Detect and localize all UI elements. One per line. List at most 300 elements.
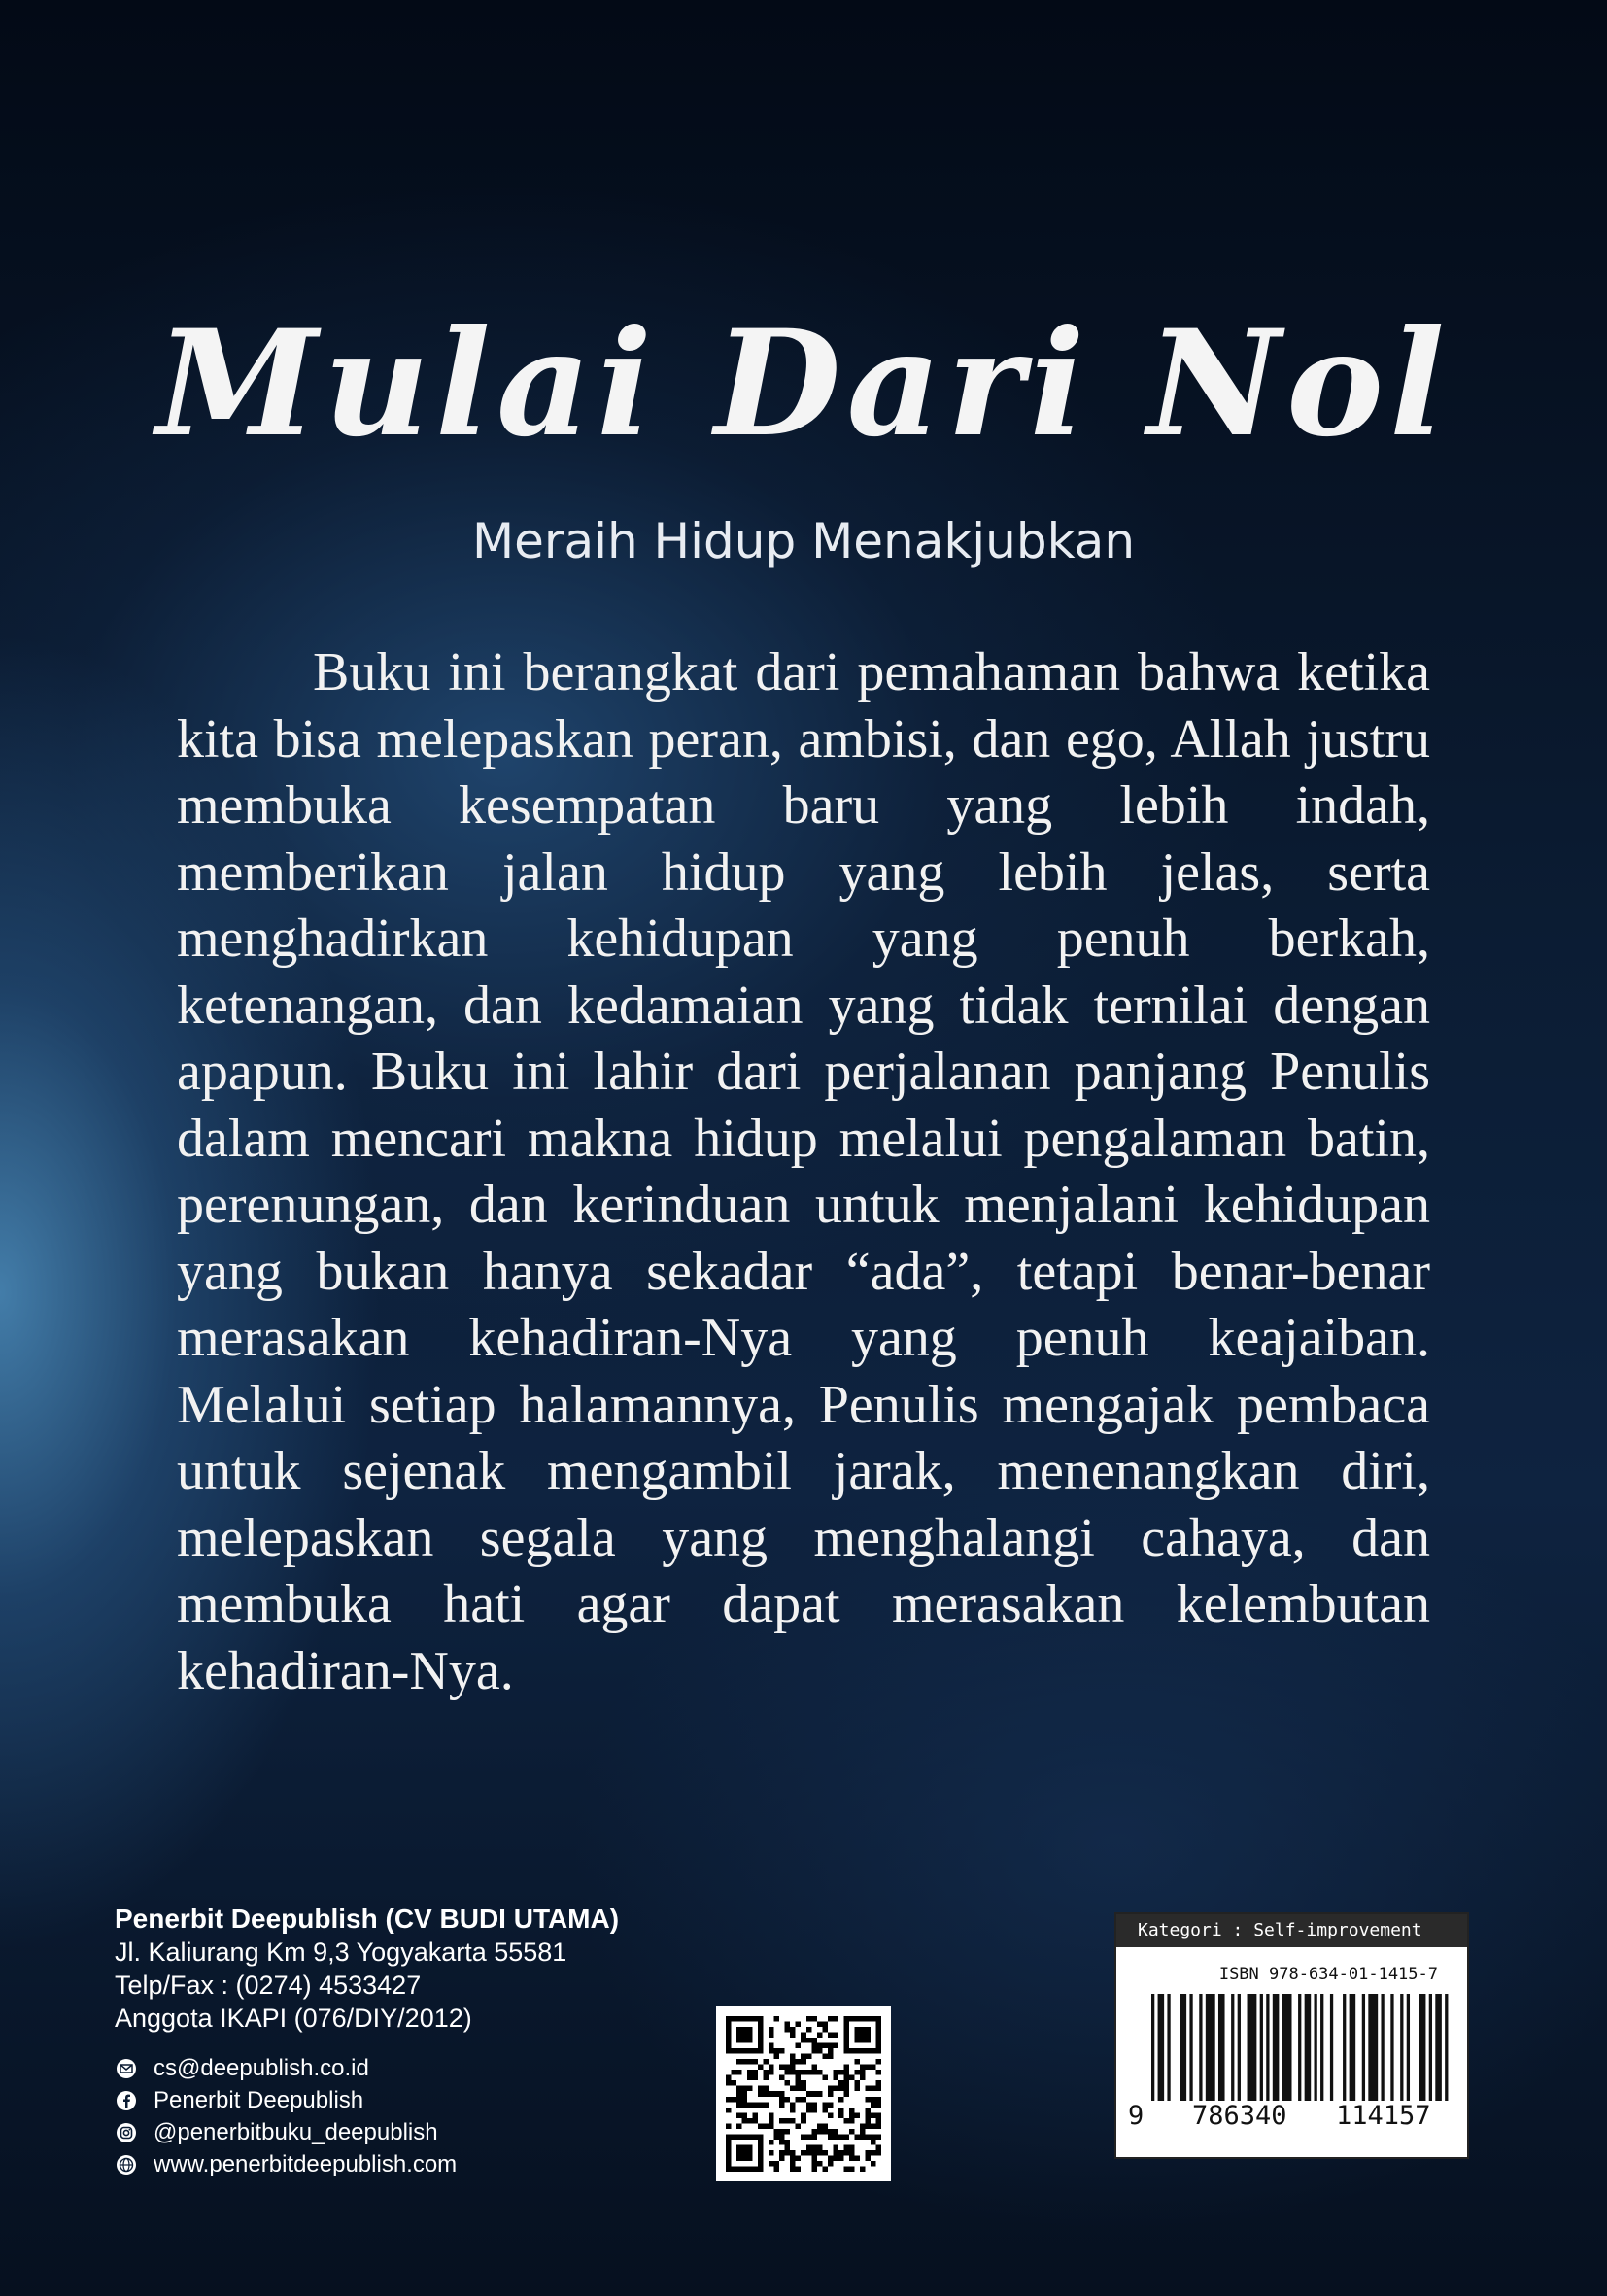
qr-module <box>736 2086 742 2092</box>
qr-module <box>779 2118 785 2124</box>
category-label: Kategori : Self-improvement <box>1116 1914 1467 1947</box>
qr-module <box>806 2134 812 2140</box>
barcode-bar <box>1167 1994 1170 2101</box>
qr-module <box>785 2097 791 2103</box>
qr-module <box>875 2134 881 2140</box>
barcode <box>1151 1994 1454 2101</box>
qr-module <box>871 2097 876 2103</box>
qr-module <box>736 2102 742 2108</box>
qr-module <box>811 2038 817 2043</box>
qr-module <box>849 2166 855 2172</box>
qr-module <box>833 2134 838 2140</box>
qr-module <box>811 2129 817 2135</box>
qr-module <box>843 2065 849 2071</box>
qr-module <box>806 2027 812 2033</box>
qr-module <box>806 2054 812 2060</box>
qr-module <box>747 2059 753 2065</box>
qr-module <box>726 2134 764 2140</box>
qr-module <box>854 2059 860 2065</box>
qr-module <box>785 2022 791 2028</box>
qr-module <box>736 2097 742 2103</box>
qr-module <box>769 2065 774 2071</box>
barcode-bar <box>1238 1994 1241 2101</box>
qr-module <box>843 2070 849 2075</box>
qr-module <box>790 2054 796 2060</box>
qr-module <box>865 2086 871 2092</box>
qr-module <box>806 2091 812 2097</box>
qr-module <box>860 2070 866 2075</box>
barcode-bar <box>1445 1994 1448 2101</box>
qr-module <box>865 2150 871 2156</box>
qr-module <box>732 2080 737 2086</box>
qr-module <box>854 2070 860 2075</box>
qr-module <box>753 2118 759 2124</box>
qr-module <box>865 2123 871 2129</box>
qr-module <box>817 2048 823 2054</box>
qr-module <box>833 2033 838 2039</box>
qr-module <box>769 2048 774 2054</box>
publisher-info <box>115 1902 619 2035</box>
qr-module <box>822 2102 828 2108</box>
qr-module <box>875 2016 881 2054</box>
qr-module <box>726 2016 732 2054</box>
qr-module <box>806 2038 812 2043</box>
qr-module <box>871 2140 876 2145</box>
barcode-bar <box>1305 1994 1312 2101</box>
qr-module <box>828 2016 834 2022</box>
qr-module <box>843 2075 849 2081</box>
qr-module <box>726 2108 732 2113</box>
qr-module <box>769 2091 774 2097</box>
barcode-bar <box>1343 1994 1346 2101</box>
qr-module <box>758 2086 764 2092</box>
qr-module <box>801 2134 806 2140</box>
qr-module <box>838 2134 844 2140</box>
qr-module <box>811 2043 817 2049</box>
qr-module <box>769 2112 774 2118</box>
publisher-address: Jl. Kaliurang Km 9,3 Yogyakarta 55581 <box>115 1937 567 1967</box>
qr-module <box>796 2075 802 2081</box>
qr-module <box>833 2144 838 2150</box>
qr-module <box>796 2086 802 2092</box>
qr-module <box>811 2016 817 2022</box>
qr-module <box>747 2070 753 2075</box>
qr-module <box>849 2129 855 2135</box>
qr-module <box>736 2070 742 2075</box>
qr-module <box>785 2118 791 2124</box>
qr-module <box>726 2080 732 2086</box>
qr-module <box>875 2102 881 2108</box>
qr-module <box>779 2150 785 2156</box>
qr-module <box>875 2123 881 2129</box>
qr-module <box>801 2080 806 2086</box>
qr-code <box>716 2006 891 2181</box>
barcode-bar <box>1390 1994 1393 2101</box>
qr-module <box>822 2123 828 2129</box>
qr-module <box>828 2048 834 2054</box>
qr-module <box>785 2150 791 2156</box>
qr-module <box>774 2016 780 2022</box>
qr-module <box>736 2144 753 2161</box>
qr-module <box>742 2091 748 2097</box>
qr-module <box>758 2123 764 2129</box>
qr-module <box>843 2118 849 2124</box>
qr-module <box>726 2123 732 2129</box>
barcode-digits-right: 114157 <box>1336 2101 1431 2131</box>
qr-module <box>811 2155 817 2161</box>
qr-module <box>747 2102 753 2108</box>
barcode-bar <box>1298 1994 1301 2101</box>
qr-module <box>732 2097 737 2103</box>
qr-module <box>833 2070 838 2075</box>
qr-module <box>774 2166 780 2172</box>
qr-module <box>790 2065 796 2071</box>
qr-module <box>828 2086 834 2092</box>
instagram-icon <box>115 2121 138 2144</box>
qr-module <box>774 2054 780 2060</box>
qr-module <box>811 2144 817 2150</box>
qr-module <box>865 2108 871 2113</box>
barcode-bar <box>1218 1994 1225 2101</box>
qr-module <box>828 2161 834 2167</box>
qr-module <box>726 2075 732 2081</box>
qr-module <box>828 2112 834 2118</box>
qr-module <box>817 2070 823 2075</box>
qr-module <box>865 2112 871 2118</box>
qr-module <box>865 2134 871 2140</box>
qr-module <box>732 2070 737 2075</box>
qr-module <box>833 2155 838 2161</box>
barcode-bar <box>1320 1994 1323 2101</box>
qr-module <box>779 2091 785 2097</box>
qr-module <box>774 2134 780 2140</box>
qr-module <box>871 2161 876 2167</box>
qr-module <box>833 2150 838 2156</box>
qr-module <box>779 2102 785 2108</box>
email-icon <box>115 2057 138 2080</box>
qr-module <box>801 2033 806 2039</box>
publisher-phone: Telp/Fax : (0274) 4533427 <box>115 1970 422 2000</box>
qr-module <box>726 2048 764 2054</box>
barcode-bar <box>1419 1994 1426 2101</box>
contact-email <box>115 2052 457 2084</box>
qr-module <box>801 2150 806 2156</box>
qr-module <box>828 2054 834 2060</box>
qr-module <box>828 2033 834 2039</box>
qr-module <box>838 2112 844 2118</box>
qr-module <box>785 2129 791 2135</box>
qr-module <box>779 2134 785 2140</box>
qr-module <box>801 2059 806 2065</box>
qr-module <box>817 2144 823 2150</box>
qr-module <box>779 2065 785 2071</box>
qr-module <box>817 2022 823 2028</box>
qr-module <box>843 2144 849 2150</box>
qr-module <box>779 2140 785 2145</box>
qr-module <box>849 2144 855 2150</box>
qr-module <box>764 2123 769 2129</box>
barcode-bar <box>1429 1994 1432 2101</box>
qr-module <box>801 2054 806 2060</box>
qr-module <box>790 2108 796 2113</box>
qr-module <box>843 2048 881 2054</box>
qr-module <box>764 2059 769 2065</box>
qr-module <box>838 2097 844 2103</box>
qr-module <box>854 2112 860 2118</box>
qr-module <box>822 2022 828 2028</box>
qr-module <box>822 2027 828 2033</box>
qr-module <box>871 2065 876 2071</box>
qr-module <box>875 2097 881 2103</box>
qr-module <box>769 2070 774 2075</box>
qr-module <box>854 2086 860 2092</box>
qr-module <box>875 2059 881 2065</box>
qr-module <box>774 2091 780 2097</box>
qr-module <box>849 2075 855 2081</box>
qr-module <box>854 2027 871 2043</box>
qr-module <box>811 2065 817 2071</box>
qr-module <box>764 2070 769 2075</box>
qr-module <box>747 2075 753 2081</box>
contact-text: Penerbit Deepublish <box>154 2087 364 2113</box>
qr-module <box>865 2155 871 2161</box>
qr-module <box>779 2129 785 2135</box>
qr-module <box>801 2097 806 2103</box>
qr-module <box>875 2112 881 2118</box>
qr-module <box>801 2070 806 2075</box>
qr-module <box>822 2054 828 2060</box>
qr-module <box>860 2123 866 2129</box>
qr-module <box>758 2091 764 2097</box>
qr-module <box>801 2112 806 2118</box>
qr-module <box>822 2129 828 2135</box>
qr-module <box>833 2075 838 2081</box>
qr-module <box>753 2075 759 2081</box>
barcode-bar <box>1381 1994 1384 2101</box>
qr-module <box>817 2150 823 2156</box>
qr-module <box>726 2134 732 2172</box>
qr-module <box>817 2091 823 2097</box>
qr-module <box>806 2144 812 2150</box>
qr-module <box>875 2118 881 2124</box>
barcode-digit-first: 9 <box>1128 2101 1145 2131</box>
qr-module <box>865 2097 871 2103</box>
qr-module <box>801 2038 806 2043</box>
qr-module <box>811 2102 817 2108</box>
barcode-bar <box>1282 1994 1292 2101</box>
qr-module <box>838 2150 844 2156</box>
qr-module <box>736 2091 742 2097</box>
qr-module <box>811 2048 817 2054</box>
qr-module <box>817 2161 823 2167</box>
qr-module <box>860 2129 866 2135</box>
qr-module <box>785 2140 791 2145</box>
qr-module <box>774 2161 780 2167</box>
barcode-bar <box>1314 1994 1316 2101</box>
qr-module <box>790 2070 796 2075</box>
qr-module <box>742 2097 748 2103</box>
qr-module <box>828 2102 834 2108</box>
qr-module <box>817 2033 823 2039</box>
qr-module <box>833 2016 838 2022</box>
qr-module <box>822 2166 828 2172</box>
qr-module <box>838 2108 844 2113</box>
qr-module <box>774 2129 780 2135</box>
qr-module <box>796 2155 802 2161</box>
qr-module <box>774 2048 780 2054</box>
qr-module <box>790 2033 796 2039</box>
publisher-membership: Anggota IKAPI (076/DIY/2012) <box>115 2004 472 2033</box>
qr-module <box>801 2086 806 2092</box>
qr-module <box>790 2155 796 2161</box>
qr-module <box>758 2065 764 2071</box>
qr-module <box>822 2150 828 2156</box>
barcode-bar <box>1151 1994 1154 2101</box>
qr-module <box>811 2161 817 2167</box>
qr-module <box>811 2134 817 2140</box>
qr-module <box>726 2166 764 2172</box>
qr-module <box>843 2016 849 2054</box>
qr-module <box>758 2134 764 2172</box>
qr-module <box>849 2155 855 2161</box>
barcode-bar <box>1231 1994 1234 2101</box>
qr-module <box>828 2043 834 2049</box>
contact-facebook <box>115 2084 457 2116</box>
book-subtitle: Meraih Hidup Menakjubkan <box>471 513 1136 569</box>
qr-module <box>796 2123 802 2129</box>
barcode-bar <box>1362 1994 1365 2101</box>
qr-module <box>785 2065 791 2071</box>
qr-module <box>871 2150 876 2156</box>
qr-module <box>806 2108 812 2113</box>
qr-module <box>843 2091 849 2097</box>
qr-module <box>742 2059 748 2065</box>
qr-module <box>860 2134 866 2140</box>
qr-module <box>833 2129 838 2135</box>
qr-module <box>811 2108 817 2113</box>
qr-module <box>875 2080 881 2086</box>
qr-module <box>769 2043 774 2049</box>
qr-module <box>843 2086 849 2092</box>
qr-module <box>785 2144 791 2150</box>
qr-module <box>742 2086 748 2092</box>
qr-module <box>801 2118 806 2124</box>
qr-module <box>790 2086 796 2092</box>
qr-module <box>811 2070 817 2075</box>
qr-module <box>785 2027 791 2033</box>
qr-module <box>806 2102 812 2108</box>
qr-module <box>779 2075 785 2081</box>
qr-module <box>796 2022 802 2028</box>
qr-module <box>747 2118 753 2124</box>
qr-module <box>843 2134 849 2140</box>
qr-module <box>785 2080 791 2086</box>
qr-module <box>758 2016 764 2054</box>
qr-module <box>806 2150 812 2156</box>
qr-module <box>796 2043 802 2049</box>
qr-module <box>865 2065 871 2071</box>
qr-module <box>860 2075 866 2081</box>
qr-module <box>769 2150 774 2156</box>
qr-module <box>726 2016 764 2022</box>
isbn-barcode-box <box>1114 1912 1469 2159</box>
qr-module <box>769 2027 774 2033</box>
barcode-bar <box>1350 1994 1356 2101</box>
qr-module <box>769 2033 774 2039</box>
qr-module <box>769 2123 774 2129</box>
qr-module <box>806 2070 812 2075</box>
qr-module <box>875 2070 881 2075</box>
contact-instagram <box>115 2116 457 2148</box>
qr-module <box>871 2134 876 2140</box>
qr-module <box>753 2112 759 2118</box>
qr-module <box>779 2048 785 2054</box>
qr-module <box>860 2065 866 2071</box>
qr-module <box>875 2086 881 2092</box>
qr-module <box>811 2150 817 2156</box>
barcode-bar <box>1260 1994 1263 2101</box>
qr-module <box>838 2080 844 2086</box>
qr-module <box>769 2140 774 2145</box>
qr-module <box>811 2166 817 2172</box>
qr-module <box>871 2102 876 2108</box>
qr-module <box>796 2097 802 2103</box>
qr-module <box>790 2161 796 2167</box>
publisher-name: Penerbit Deepublish (CV BUDI UTAMA) <box>115 1903 620 1934</box>
qr-module <box>742 2118 748 2124</box>
qr-module <box>811 2091 817 2097</box>
qr-module <box>790 2150 796 2156</box>
qr-module <box>871 2112 876 2118</box>
qr-module <box>796 2166 802 2172</box>
qr-module <box>764 2086 769 2092</box>
barcode-bar <box>1199 1994 1202 2101</box>
qr-module <box>833 2086 838 2092</box>
qr-module <box>796 2059 802 2065</box>
qr-module <box>854 2134 860 2140</box>
facebook-icon <box>115 2089 138 2112</box>
barcode-bar <box>1158 1994 1165 2101</box>
barcode-bar <box>1400 1994 1403 2101</box>
contact-website <box>115 2148 457 2180</box>
qr-module <box>726 2097 732 2103</box>
contact-text: @penerbitbuku_deepublish <box>154 2119 438 2145</box>
qr-module <box>753 2059 759 2065</box>
qr-module <box>785 2070 791 2075</box>
qr-module <box>860 2166 866 2172</box>
qr-module <box>822 2075 828 2081</box>
qr-module <box>854 2155 860 2161</box>
qr-module <box>849 2112 855 2118</box>
barcode-bar <box>1273 1994 1280 2101</box>
barcode-bar <box>1266 1994 1269 2101</box>
qr-module <box>747 2086 753 2092</box>
qr-module <box>871 2123 876 2129</box>
qr-module <box>764 2075 769 2081</box>
contact-text: www.penerbitdeepublish.com <box>154 2151 458 2177</box>
qr-module <box>843 2150 849 2156</box>
book-title: Mulai Dari Nol <box>155 298 1452 469</box>
qr-module <box>790 2027 796 2033</box>
qr-module <box>817 2123 823 2129</box>
contact-text: cs@deepublish.co.id <box>154 2055 369 2081</box>
qr-module <box>753 2102 759 2108</box>
qr-module <box>758 2102 764 2108</box>
qr-module <box>736 2112 742 2118</box>
barcode-bar <box>1407 1994 1410 2101</box>
blurb-paragraph: Buku ini berangkat dari pemahaman bahwa ketika kita bisa melepaskan peran, ambisi, dan ego, Allah justru membuka kesempatan baru yang lebih indah, memberikan jalan hidup yang lebih jelas, serta menghadirkan kehidupan yang penuh berkah, ketenangan, dan kedamaian yang tidak ternilai dengan apapun. Buku ini lahir dari perjalanan panjang Penulis dalam mencari makna hidup melalui pengalaman batin, perenungan, dan kerinduan untuk menjalani kehidupan yang bukan hanya sekadar “ada”, tetapi benar-benar merasakan kehadiran-Nya yang penuh keajaiban. Melalui setiap halamannya, Penulis mengajak pembaca untuk sejenak mengambil jarak, menenangkan diri, melepaskan segala yang menghalangi cahaya, dan membuka hati agar dapat merasakan kelembutan kehadiran-Nya. <box>177 642 1430 1701</box>
qr-module <box>843 2016 881 2022</box>
